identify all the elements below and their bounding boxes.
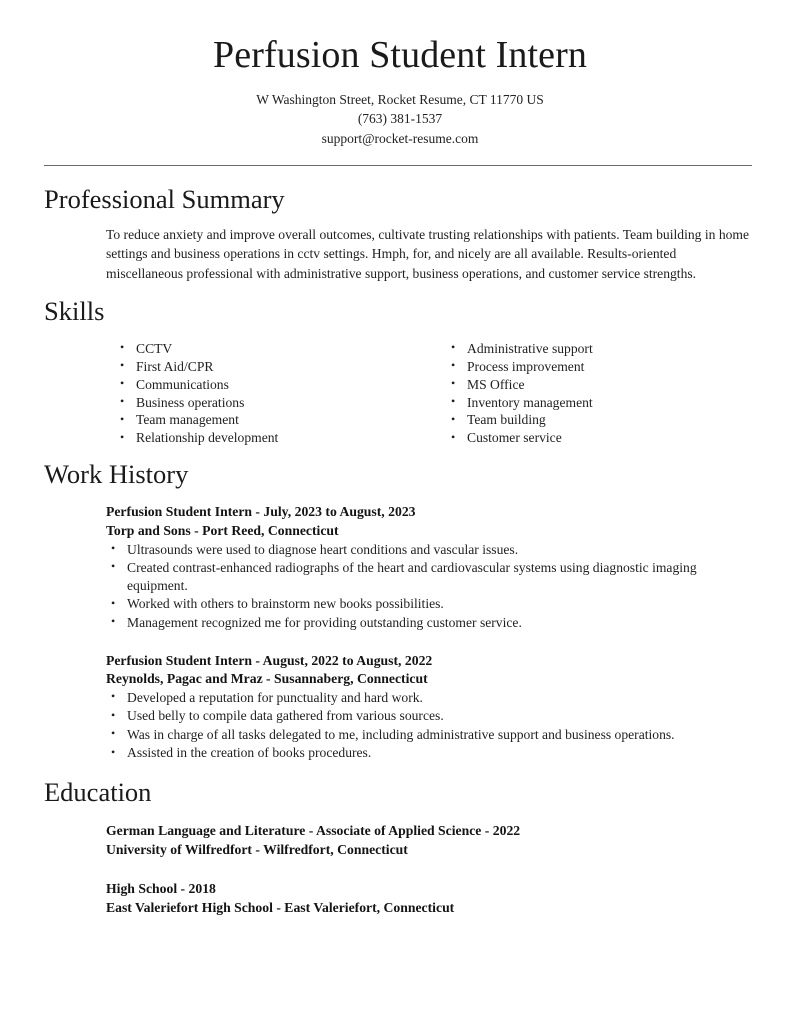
education-body [106,821,752,917]
section-skills [0,296,800,447]
list-item: • Team management [115,411,429,429]
list-item: • Communications [115,376,429,394]
list-item: • MS Office [446,376,752,394]
work-history-entry [106,503,752,631]
summary-body [106,225,752,283]
education-entry [106,821,752,859]
section-heading-summary: Professional Summary [44,184,285,215]
education-degree-and-year: German Language and Literature - Associate of Applied Science - 2022 [106,822,521,838]
section-heading-skills: Skills [44,296,105,327]
list-item: • Used belly to compile data gathered from various sources. [106,707,752,725]
list-item: • Developed a reputation for punctuality and hard work. [106,689,752,707]
list-item: • CCTV [115,340,429,358]
job-responsibilities-list [106,541,752,632]
section-heading-work-history: Work History [44,459,189,490]
education-school-and-location: East Valeriefort High School - East Valeriefort, Connecticut [106,899,455,915]
list-item: • Process improvement [446,358,752,376]
list-item: • Created contrast-enhanced radiographs of the heart and cardiovascular systems using diagnostic imaging equipment. [106,559,752,595]
work-history-entry [106,652,752,763]
skills-body [106,340,752,447]
resume-header [0,0,800,148]
list-item: • Relationship development [115,429,429,447]
skills-column-right [429,340,752,447]
header-divider [44,165,752,166]
section-heading-education: Education [44,777,152,808]
work-history-body [106,503,752,762]
list-item: • Worked with others to brainstorm new books possibilities. [106,595,752,613]
job-title-and-dates: Perfusion Student Intern - July, 2023 to August, 2023 [106,504,416,520]
section-education [0,777,800,917]
section-work-history [0,459,800,762]
job-responsibilities-list [106,689,752,762]
list-item: • Business operations [115,394,429,412]
list-item: • Management recognized me for providing outstanding customer service. [106,614,752,632]
list-item: • Assisted in the creation of books procedures. [106,744,752,762]
skills-columns [106,340,752,447]
list-item: • Was in charge of all tasks delegated to me, including administrative support and business operations. [106,726,752,744]
job-company-and-location: Reynolds, Pagac and Mraz - Susannaberg, Connecticut [106,671,428,687]
page-title: Perfusion Student Intern [213,34,587,76]
list-item: • Team building [446,411,752,429]
list-item: • Ultrasounds were used to diagnose heart conditions and vascular issues. [106,541,752,559]
list-item: • Administrative support [446,340,752,358]
job-company-and-location: Torp and Sons - Port Reed, Connecticut [106,522,339,538]
skills-list-right [446,340,752,447]
skills-list-left [115,340,429,447]
education-school-and-location: University of Wilfredfort - Wilfredfort, Connecticut [106,841,408,857]
contact-phone: (763) 381-1537 [357,111,443,127]
list-item: • First Aid/CPR [115,358,429,376]
contact-address: W Washington Street, Rocket Resume, CT 11770 US [256,91,544,107]
education-entry [106,879,752,917]
job-title-and-dates: Perfusion Student Intern - August, 2022 to August, 2022 [106,652,433,668]
list-item: • Customer service [446,429,752,447]
skills-column-left [106,340,429,447]
contact-email: support@rocket-resume.com [321,130,479,146]
summary-text: To reduce anxiety and improve overall outcomes, cultivate trusting relationships with patients. Team building in home settings and business operations in cctv settings. Hmph, for, and nicely are all available. Results-oriented miscellaneous professional with administrative support, business operations, and customer service strengths. [106,226,750,281]
education-degree-and-year: High School - 2018 [106,880,216,896]
list-item: • Inventory management [446,394,752,412]
section-professional-summary [0,184,800,283]
